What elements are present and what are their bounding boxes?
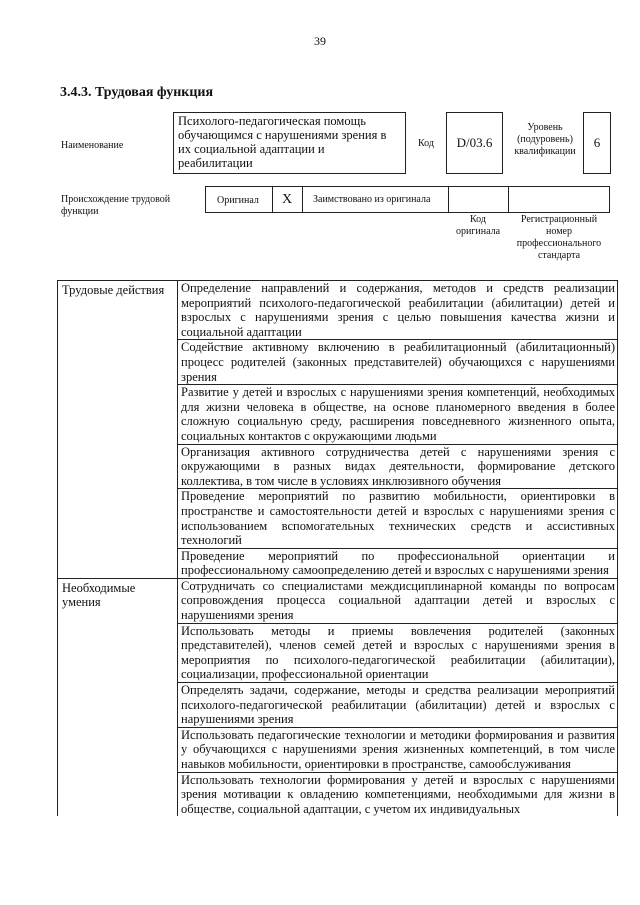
list-item: Сотрудничать со специалистами междисциплинарной команды по вопросам сопровождения процесса социальной адаптации детей и взрослых с нарушениями зрения <box>178 578 618 623</box>
list-item: Организация активного сотрудничества детей с нарушениями зрения с окружающими в разных видах деятельности, формирование детского коллектива, в том числе в условиях инклюзивного обучения <box>178 444 618 489</box>
list-item: Проведение мероприятий по профессиональной ориентации и профессиональному самоопределению детей и взрослых с нарушениями зрения <box>178 548 618 578</box>
section-title: 3.4.3. Трудовая функция <box>60 85 214 100</box>
list-item: Проведение мероприятий по развитию мобильности, ориентировки в пространстве и самостоятельности детей и взрослых с нарушениями зрения с использованием вспомогательных технических средств и ассистивных технологий <box>178 489 618 548</box>
row-label: Трудовые действия <box>58 281 178 579</box>
functions-table <box>57 280 618 816</box>
row-label: Необходимые умения <box>58 578 178 816</box>
origin-label: Происхождение трудовой функции <box>61 194 171 217</box>
origin-mark: X <box>281 192 293 207</box>
kod-label: Код <box>418 138 434 149</box>
list-item: Содействие активному включению в реабилитационный (абилитационный) процесс родителей (законных представителей) обучающихся с нарушениями зрения <box>178 340 618 385</box>
level-label: Уровень (подуровень) квалификации <box>514 122 576 157</box>
origin-kod: Код оригинала <box>455 214 501 237</box>
table-row <box>58 281 618 340</box>
table-row <box>58 578 618 623</box>
list-item: Определять задачи, содержание, методы и средства реализации мероприятий психолого-педагогической реабилитации (абилитации) детей и взрослых с нарушениями зрения <box>178 683 618 728</box>
kod-value: D/03.6 <box>446 112 503 174</box>
naim-value: Психолого-педагогическая помощь обучающимся с нарушениями зрения в их социальной адаптации и реабилитации <box>173 112 406 174</box>
origin-reg-num: Регистрационный номер профессионального стандарта <box>516 214 602 261</box>
list-item: Развитие у детей и взрослых с нарушениями зрения компетенций, необходимых для жизни человека в обществе, на основе планомерного введения в более сложную социальную среду, расширения повседневного жизненного опыта, социальных контактов с окружающими людьми <box>178 385 618 444</box>
level-value: 6 <box>583 112 611 174</box>
origin-borrowed: Заимствовано из оригинала <box>313 194 431 205</box>
page-number: 39 <box>314 34 326 48</box>
naim-label: Наименование <box>61 140 124 151</box>
list-item: Использовать методы и приемы вовлечения родителей (законных представителей), членов семей детей и взрослых с нарушениями зрения в мероприятия по психолого-педагогической реабилитации (абилитации), социализации, профессиональной ориентации <box>178 623 618 682</box>
origin-original: Оригинал <box>217 195 259 206</box>
list-item: Определение направлений и содержания, методов и средств реализации мероприятий психолого-педагогической реабилитации (абилитации) детей и взрослых с нарушениями зрения с целью повышения качества жизни и социальной адаптации <box>178 281 618 340</box>
list-item: Использовать технологии формирования у детей и взрослых с нарушениями зрения мотивации к овладению компетенциями, необходимыми для жизни в обществе, социальной адаптации, с учетом их индивидуальных <box>178 772 618 816</box>
list-item: Использовать педагогические технологии и методики формирования и развития у обучающихся с нарушениями зрения жизненных компетенций, в том числе навыков мобильности, ориентировки в пространстве, самообслуживания <box>178 727 618 772</box>
